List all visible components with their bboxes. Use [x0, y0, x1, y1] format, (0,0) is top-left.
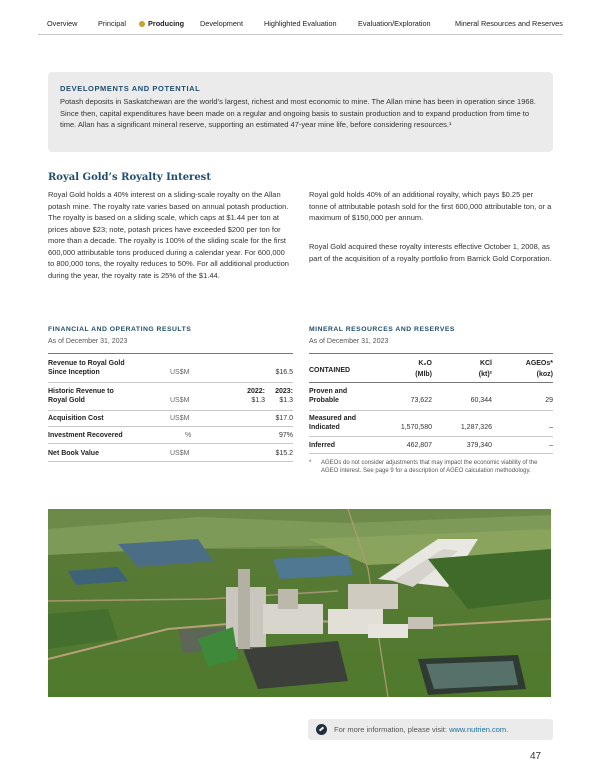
nav-producing[interactable]: Producing — [148, 19, 185, 28]
header-kcl: KCl — [479, 360, 492, 367]
nav-evaluation-exploration[interactable]: Evaluation/Exploration — [358, 19, 431, 28]
cell-k2o: 73,622 — [410, 397, 432, 404]
page-number: 47 — [530, 751, 542, 762]
nav-principal[interactable]: Principal — [98, 19, 126, 28]
year-2023-value: $1.3 — [279, 397, 293, 404]
row-value: $17.0 — [275, 415, 293, 422]
financial-table-top-rule — [48, 353, 293, 354]
top-navigation — [0, 0, 600, 44]
royalty-left-paragraph: Royal Gold holds a 40% interest on a sliding-scale royalty on the Allan potash mine. The royalty rate varies based on annual potash production. The royalty is based on a sliding scale, which caps at $1.44 per ton at prices above $23; note, potash prices have exceeded $200 per ton for more than a decade. The royalty is 100% of the sliding scale for the first 600,000 attributable tons produced during a calendar year. For 600,000 to 800,000 tons, the royalty reduces to 50%. For all additional production during the year, the royalty rate is 25% of the $1.44. — [48, 190, 289, 280]
row-unit: US$M — [170, 369, 190, 376]
royalty-right-paragraph-1: Royal gold holds 40% of an additional royalty, which pays $0.25 per tonne of attributable potash sold for the first 600,000 attributable ton, or a maximum of $150,000 per annum. — [309, 190, 552, 222]
nav-divider — [38, 34, 563, 35]
link-icon — [316, 724, 327, 735]
nav-development[interactable]: Development — [200, 19, 243, 28]
year-2023-label: 2023: — [275, 388, 293, 395]
row-divider — [48, 443, 293, 444]
nav-mineral-resources-reserves[interactable]: Mineral Resources and Reserves — [455, 19, 563, 28]
cell-kcl: 60,344 — [470, 397, 492, 404]
row-value: 97% — [278, 432, 293, 439]
row-divider — [309, 410, 553, 411]
cell-k2o: 1,570,580 — [400, 424, 432, 431]
financial-table-subtitle: As of December 31, 2023 — [48, 338, 128, 345]
royalty-right-paragraph-2: Royal Gold acquired these royalty interests effective October 1, 2008, as part of the acquisition of a royalty portfolio from Barrick Gold Corporation. — [309, 242, 552, 263]
mine-aerial-photo — [48, 509, 551, 697]
cell-ageos: 29 — [545, 397, 553, 404]
mine-aerial-illustration — [48, 509, 551, 697]
active-indicator-dot — [139, 21, 145, 27]
financial-table-title: FINANCIAL AND OPERATING RESULTS — [48, 326, 192, 333]
mineral-header-rule — [309, 382, 553, 383]
cell-kcl: 1,287,326 — [460, 424, 492, 431]
row-label-line2: Probable — [309, 397, 339, 404]
row-divider — [48, 410, 293, 411]
mineral-table-top-rule — [309, 353, 553, 354]
royalty-section-title: Royal Gold’s Royalty Interest — [48, 172, 211, 183]
cell-ageos: – — [549, 442, 553, 449]
developments-text: Potash deposits in Saskatchewan are the world’s largest, richest and most economic to mine. The Allan mine has been in operation since 1968. Since then, capital expenditures have been made on a regular and ongoing basis to sustain production and to expand production from time to time. Allan has a significant mineral reserve, supporting an estimated 47-year mine life, before considering resources.¹ — [60, 97, 536, 130]
row-label-line1: Proven and — [309, 388, 348, 395]
row-unit: US$M — [170, 397, 190, 404]
nav-highlighted-evaluation[interactable]: Highlighted Evaluation — [264, 19, 337, 28]
row-unit: US$M — [170, 415, 190, 422]
more-info-suffix: . — [506, 725, 509, 734]
year-2022-label: 2022: — [247, 388, 265, 395]
cell-ageos: – — [549, 424, 553, 431]
row-label: Acquisition Cost — [48, 415, 104, 422]
cell-k2o: 462,807 — [406, 442, 432, 449]
mineral-table-subtitle: As of December 31, 2023 — [309, 338, 389, 345]
row-label: Investment Recovered — [48, 432, 123, 439]
header-ageos-unit: (koz) — [536, 371, 553, 378]
row-unit: % — [185, 432, 192, 439]
header-ageos: AGEOs* — [525, 360, 553, 367]
row-label-line1: Measured and — [309, 415, 357, 422]
row-unit: US$M — [170, 450, 190, 457]
row-label-line1: Revenue to Royal Gold — [48, 360, 125, 367]
more-info-text — [334, 725, 508, 734]
row-label: Net Book Value — [48, 450, 99, 457]
row-divider — [48, 426, 293, 427]
nutrien-link[interactable]: www.nutrien.com — [449, 725, 507, 734]
row-divider — [309, 436, 553, 437]
financial-table-bottom-rule — [48, 461, 293, 462]
row-value: $15.2 — [275, 450, 293, 457]
header-k2o: K₂O — [418, 360, 432, 367]
header-contained: CONTAINED — [309, 367, 351, 374]
row-label-line2: Royal Gold — [48, 397, 85, 404]
header-kcl-unit: (kt)² — [478, 371, 492, 378]
footnote-mark: * — [309, 460, 312, 466]
row-label: Inferred — [309, 442, 336, 449]
footnote-text: AGEOs do not consider adjustments that may impact the economic viability of the AGEO interest. See page 9 for a description of AGEO calculation methodology. — [321, 460, 538, 475]
row-divider — [48, 382, 293, 383]
nav-overview[interactable]: Overview — [47, 19, 78, 28]
more-info-prefix: For more information, please visit: — [334, 725, 447, 734]
row-label-line1: Historic Revenue to — [48, 388, 114, 395]
row-label-line2: Since Inception — [48, 369, 100, 376]
year-2022-value: $1.3 — [251, 397, 265, 404]
mineral-table-title: MINERAL RESOURCES AND RESERVES — [309, 326, 455, 333]
cell-kcl: 379,340 — [466, 442, 492, 449]
mineral-table-bottom-rule — [309, 453, 553, 454]
row-value: $16.5 — [275, 369, 293, 376]
developments-title: DEVELOPMENTS AND POTENTIAL — [60, 84, 201, 93]
row-label-line2: Indicated — [309, 424, 340, 431]
header-k2o-unit: (Mlb) — [415, 371, 432, 378]
